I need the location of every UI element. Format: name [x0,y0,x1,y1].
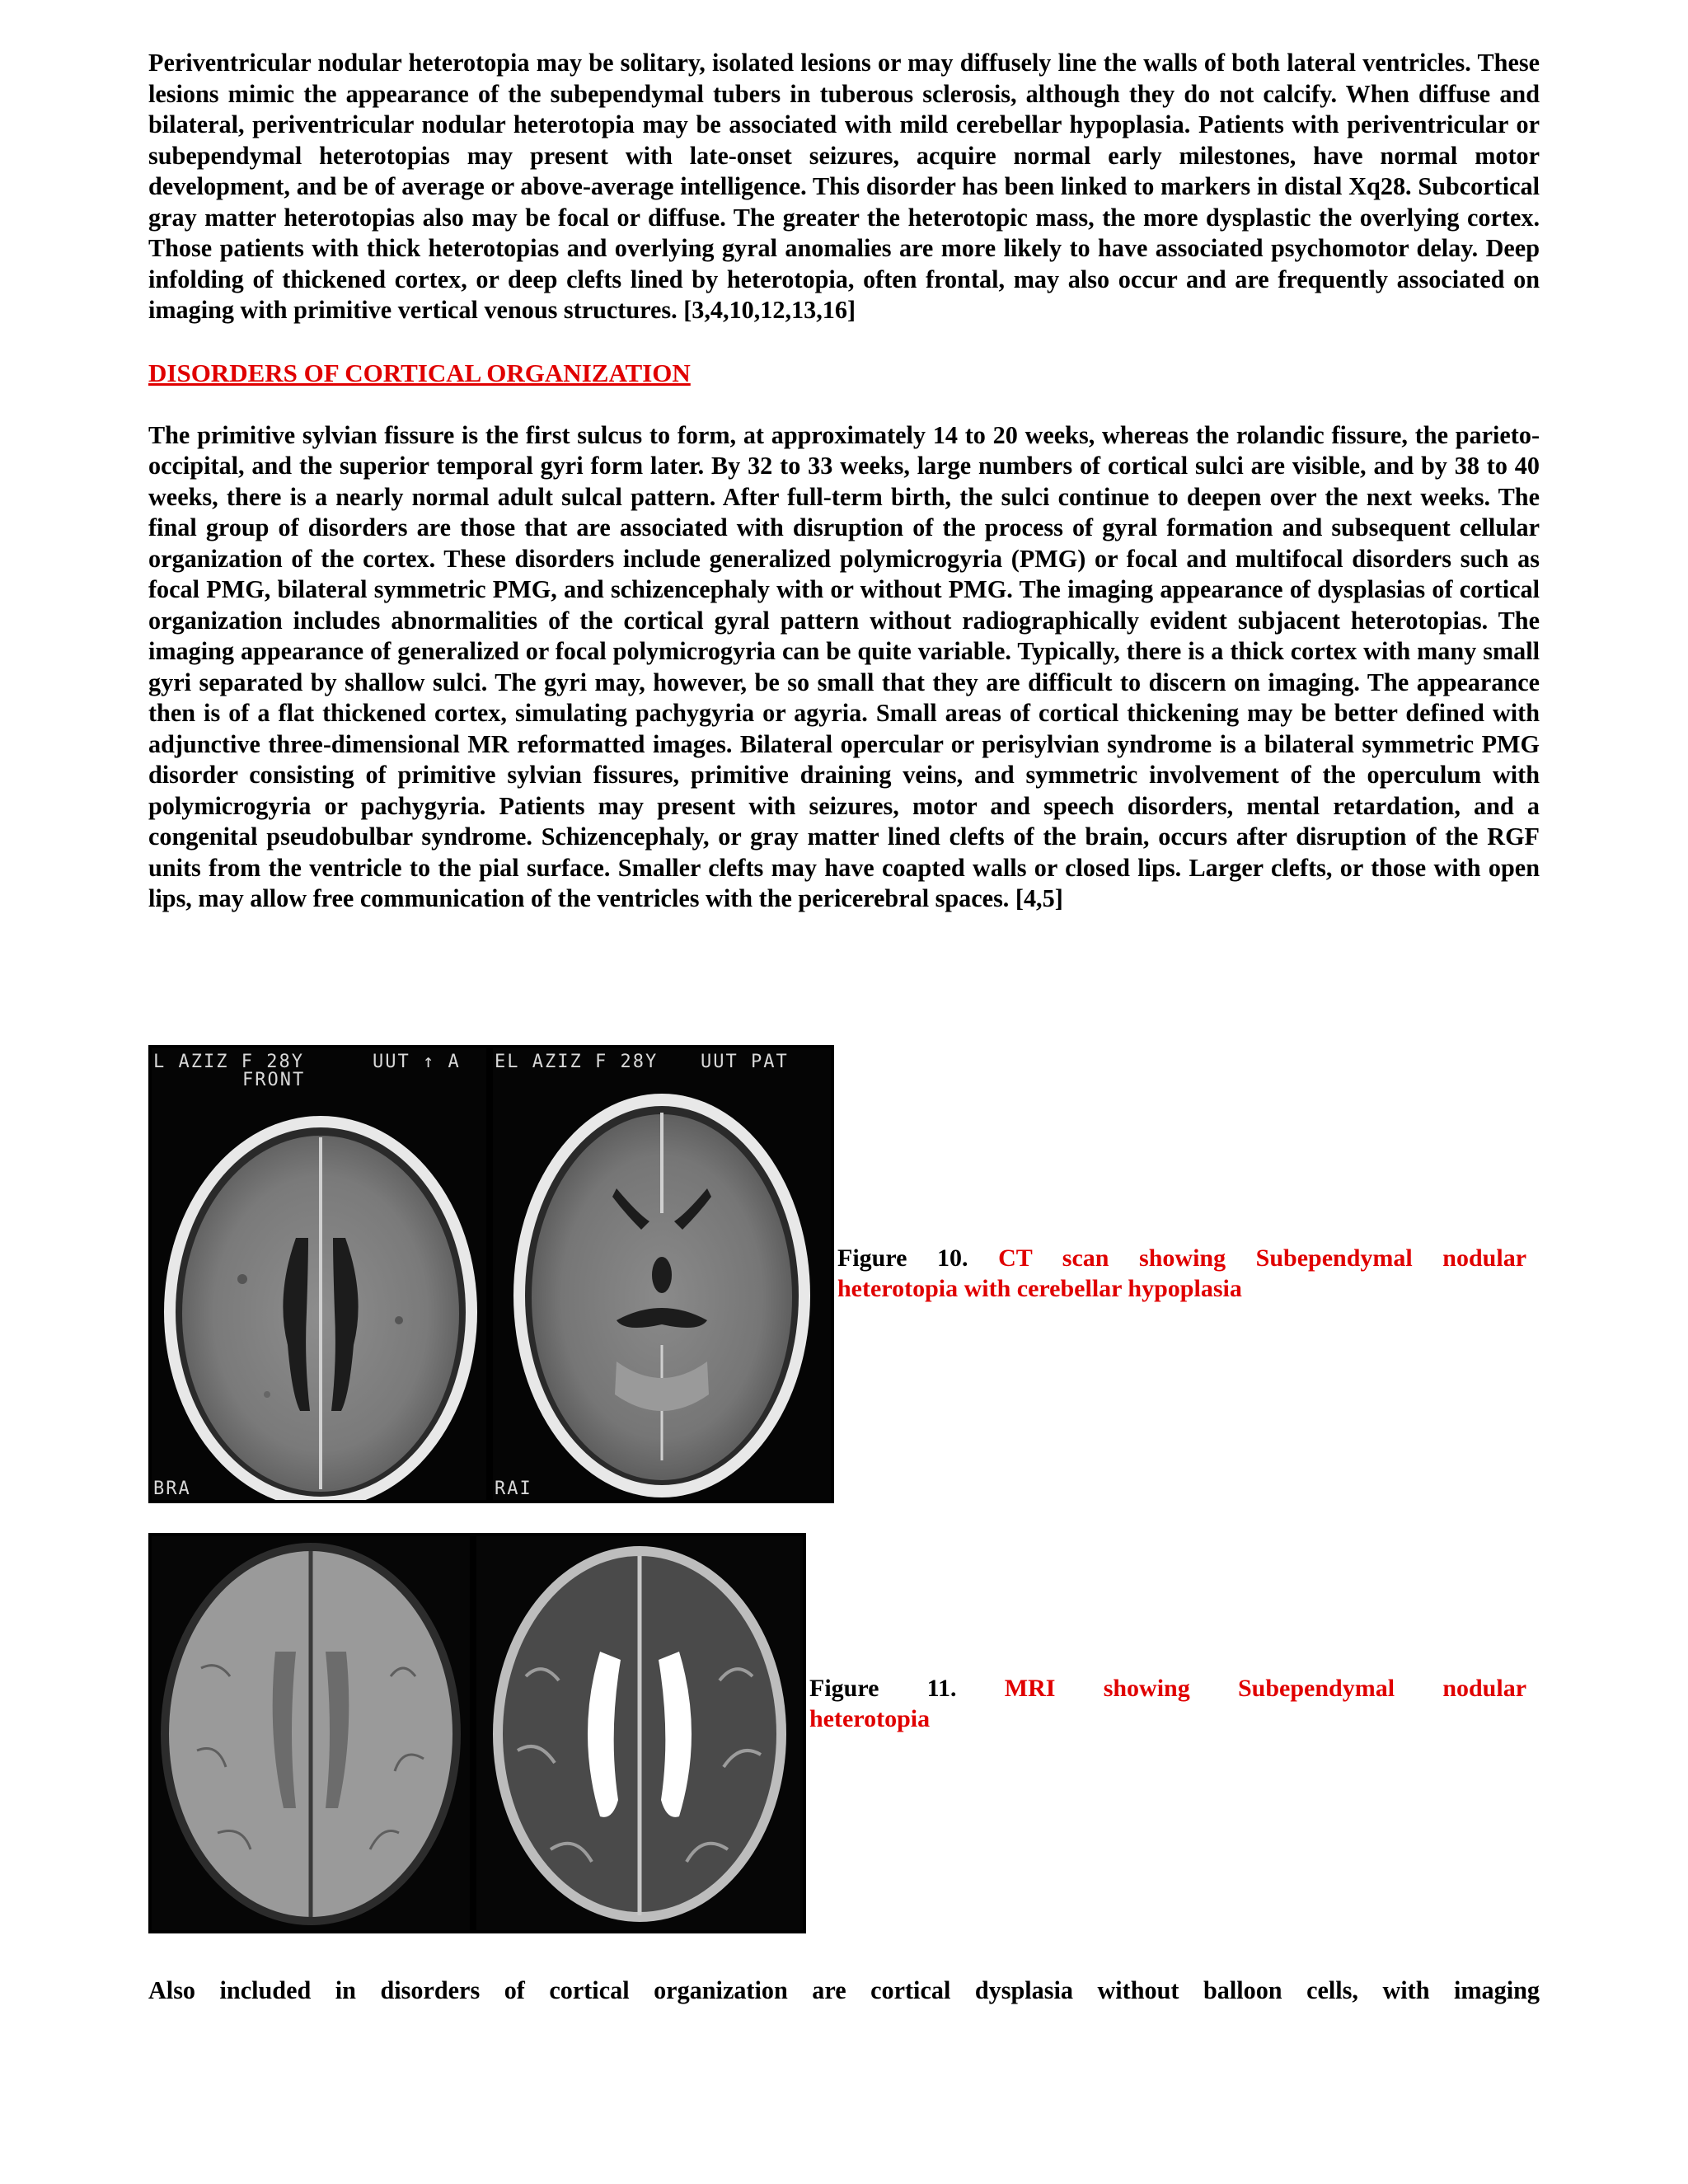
section-heading: DISORDERS OF CORTICAL ORGANIZATION [148,358,691,387]
paragraph-heterotopia: Periventricular nodular heterotopia may be solitary, isolated lesions or may diffusely line the walls of both lateral ventricles. These lesions mimic the appearance of the subependymal tubers in tuberous sclerosis, although they do not calcify. When diffuse and bilateral, periventricular nodular heterotopia may be associated with mild cerebellar hypoplasia. Patients with periventricular or subependymal heterotopias may present with late-onset seizures, acquire normal early milestones, have normal motor development, and be of average or above-average intelligence. This disorder has been linked to markers in distal Xq28. Subcortical gray matter heterotopias also may be focal or diffuse. The greater the heterotopic mass, the more dysplastic the overlying cortex. Those patients with thick heterotopias and overlying gyral anomalies are more likely to have associated psychomotor delay. Deep infolding of thickened cortex, or deep clefts lined by heterotopia, often frontal, may also occur and are frequently associated on imaging with primitive vertical venous structures. [3,4,10,12,13,16] [148,49,1540,324]
mri-brain-left-graphic [152,1536,470,1930]
figure-10-caption-text-1: CT scan showing Subependymal nodular [998,1244,1527,1272]
mri-scan-left [152,1536,470,1930]
ct-scan-left [152,1048,486,1500]
mri-brain-right-graphic [476,1536,803,1930]
mri-scan-right [476,1536,803,1930]
figure-11-caption-word-4: nodular [1442,1675,1527,1702]
ct-right-label-bottom: RAI [495,1479,532,1499]
article-body [148,48,1540,915]
ct-right-label-top: EL AZIZ F 28Y [495,1052,659,1072]
figure-10-caption [837,1243,1526,1304]
figure-10-image [148,1045,834,1503]
ct-left-label-sub: FRONT [242,1070,306,1090]
figure-11-label: Figure 11. [809,1675,957,1702]
ct-right-label-mid: UUT PAT [701,1052,789,1072]
paragraph-cortical-organization: The primitive sylvian fissure is the first sulcus to form, at approximately 14 to 20 weeks, whereas the rolandic fissure, the parieto-occipital, and the superior temporal gyri form later. By 32 to 33 weeks, large numbers of cortical sulci are visible, and by 38 to 40 weeks, there is a nearly normal adult sulcal pattern. After full-term birth, the sulci continue to deepen over the next weeks. The final group of disorders are those that are associated with disruption of the process of gyral formation and subsequent cellular organization of the cortex. These disorders include generalized polymicrogyria (PMG) or focal and multifocal disorders such as focal PMG, bilateral symmetric PMG, and schizencephaly with or without PMG. The imaging appearance of dysplasias of cortical organization includes abnormalities of the cortical gyral pattern without radiographically evident subjacent heterotopias. The imaging appearance of generalized or focal polymicrogyria can be quite variable. Typically, there is a thick cortex with many small gyri separated by shallow sulci. The gyri may, however, be so small that they are difficult to discern on imaging. The appearance then is of a flat thickened cortex, simulating pachygyria or agyria. Small areas of cortical thickening may be better defined with adjunctive three-dimensional MR reformatted images. Bilateral opercular or perisylvian syndrome is a bilateral symmetric PMG disorder consisting of primitive sylvian fissures, primitive draining veins, and symmetric involvement of the operculum with polymicrogyria or pachygyria. Patients may present with seizures, motor and speech disorders, mental retardation, and a congenital pseudobulbar syndrome. Schizencephaly, or gray matter lined clefts of the brain, occurs after disruption of the RGF units from the ventricle to the pial surface. Smaller clefts may have coapted walls or closed lips. Larger clefts, or those with open lips, may allow free communication of the ventricles with the pericerebral spaces. [4,5] [148,420,1540,912]
figure-11-caption-word-2: showing [1103,1675,1190,1702]
figure-11-caption-word-1: MRI [1004,1675,1056,1702]
figure-11-caption-word-3: Subependymal [1237,1675,1395,1702]
figure-10-caption-text-2: heterotopia with cerebellar hypoplasia [837,1275,1242,1302]
ct-left-label-bottom: BRA [153,1479,191,1499]
figure-11-caption-text-2: heterotopia [809,1705,931,1732]
ct-scan-right [493,1048,831,1500]
figure-11-image [148,1533,806,1933]
figure-10-label: Figure 10. [837,1244,968,1272]
ct-brain-right-graphic [493,1048,831,1500]
paragraph-continuation: Also included in disorders of cortical organization are cortical dysplasia without balloon cells, with imaging [148,1976,1540,2004]
ct-brain-left-graphic [152,1048,486,1500]
ct-left-label-top: L AZIZ F 28Y [153,1052,304,1072]
ct-left-label-mid: UUT ↑ A [373,1052,461,1072]
figure-11-caption [809,1673,1526,1734]
